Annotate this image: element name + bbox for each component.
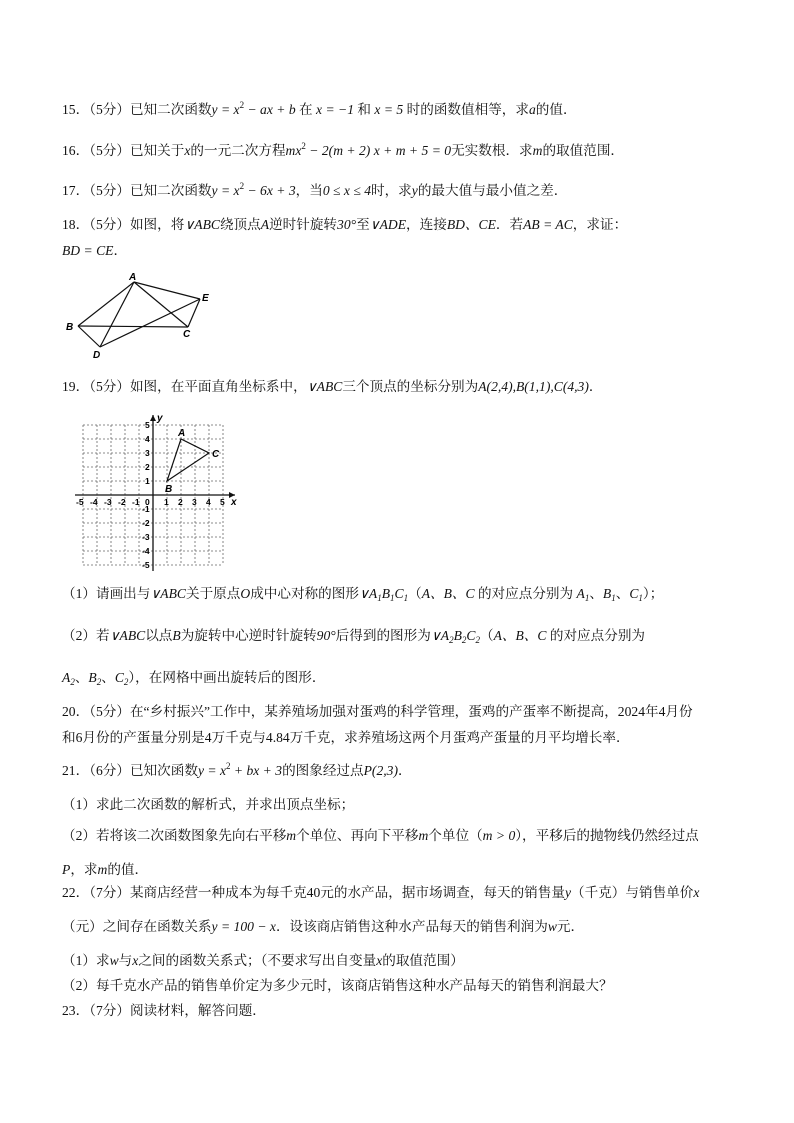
question-17: 17．（5分）已知二次函数$y = x^2 - 6x + 3$，当0 ≤ x ≤ 4时，求y的最大值与最小值之差． (62, 181, 568, 198)
x-tick-label: -5 (76, 497, 84, 507)
question-22-line-2: （元）之间存在函数关系y = 100 − x．设该商店销售这种水产品每天的销售利润为w元． (62, 919, 585, 934)
y-axis-arrow (150, 415, 156, 421)
fig-label-d: D (93, 350, 101, 361)
y-axis-label: y (157, 413, 163, 424)
question-19-part-1: （1）请画出与∨ABC关于原点O成中心对称的图形$\vee A_1B_1C_1(A$、B、C 的对应点分别为 $A_1$、$B_1$、$C_1$）； (62, 586, 664, 603)
x-tick-label: -3 (104, 497, 112, 507)
y-tick-label: -5 (142, 560, 150, 570)
question-21-part-2-cont: P，求m的值． (62, 862, 149, 877)
y-tick-label: 2 (145, 462, 150, 472)
fig-label-a: A (129, 272, 137, 283)
x-tick-label: 3 (192, 497, 197, 507)
y-tick-label: -3 (142, 532, 150, 542)
question-23: 23．（7分）阅读材料，解答问题． (62, 1003, 266, 1018)
x-tick-label: -4 (90, 497, 98, 507)
coordinate-grid[interactable] (68, 410, 238, 572)
y-tick-label: -1 (142, 504, 150, 514)
y-tick-label: -2 (142, 518, 150, 528)
x-tick-label: 2 (178, 497, 183, 507)
point-a-label: A (178, 428, 186, 439)
triangle-abc (167, 439, 209, 481)
question-21-part-2: （2）若将该二次函数图象先向右平移m个单位、再向下平移m个单位（m > 0），平移后的抛物线仍然经过点 (62, 828, 699, 843)
question-21-part-1: （1）求此二次函数的解析式，并求出顶点坐标； (62, 797, 355, 812)
x-tick-label: 1 (164, 497, 169, 507)
x-axis-label: x (231, 497, 237, 508)
y-tick-label: 3 (145, 448, 150, 458)
y-tick-label: 1 (145, 476, 150, 486)
y-tick-label: -4 (142, 546, 150, 556)
question-18-line-1: 18．（5分）如图，将∨ABC绕顶点A逆时针旋转30°至∨ADE，连接BD、CE．若AB = AC，求证： (62, 217, 628, 232)
x-tick-label: 0 (145, 497, 150, 507)
question-19: 19．（5分）如图，在平面直角坐标系中，∨ABC三个顶点的坐标分别为A(2,4),B(1,1),C(4,3)． (62, 379, 603, 394)
question-22-part-2: （2）每千克水产品的销售单价定为多少元时，该商店销售这种水产品每天的销售利润最大？ (62, 978, 613, 993)
question-18-line-2: BD = CE． (62, 243, 128, 258)
question-20-line-1: 20．（5分）在“乡村振兴”工作中，某养殖场加强对蛋鸡的科学管理，蛋鸡的产蛋率不断提高，2024年4月份 (62, 704, 693, 719)
question-19-part-2: （2）若∨ABC以点B为旋转中心逆时针旋转90°后得到的图形为$\vee A_2B_2C_2(A$、B、C 的对应点分别为 (62, 628, 646, 645)
q18-figure (62, 270, 222, 362)
x-tick-label: 5 (220, 497, 225, 507)
question-22-part-1: （1）求w与x之间的函数关系式；（不要求写出自变量x的取值范围） (62, 953, 464, 968)
point-b-label: B (165, 484, 173, 495)
question-22-line-1: 22．（7分）某商店经营一种成本为每千克40元的水产品，据市场调查，每天的销售量y（千克）与销售单价x (62, 885, 700, 900)
y-tick-label: 5 (145, 420, 150, 430)
point-c-label: C (212, 449, 220, 460)
y-tick-label: 4 (145, 434, 150, 444)
question-19-part-2-cont: $A_2$、$B_2$、$C_2$），在网格中画出旋转后的图形． (62, 670, 326, 687)
question-16: 16．（5分）已知关于x的一元二次方程$mx^2 - 2(m + 2) x + m + 5 = 0$无实数根．求m的取值范围． (62, 141, 625, 158)
question-15: 15．（5分）已知二次函数$y = x^2$ − ax + b 在 x = −1 和 x = 5 时的函数值相等，求a的值． (62, 100, 577, 117)
x-tick-label: -2 (118, 497, 126, 507)
question-20-line-2: 和6月份的产蛋量分别是4万千克与4.84万千克，求养殖场这两个月蛋鸡产蛋量的月平均增长率． (62, 730, 630, 745)
fig-label-b: B (66, 322, 74, 333)
x-tick-label: -1 (132, 497, 140, 507)
fig-label-e: E (202, 293, 209, 304)
fig-label-c: C (183, 329, 191, 340)
x-tick-label: 4 (206, 497, 211, 507)
question-21: 21．（6分）已知次函数$y = x^2$ + bx + 3的图象经过点P(2,3)． (62, 761, 412, 778)
